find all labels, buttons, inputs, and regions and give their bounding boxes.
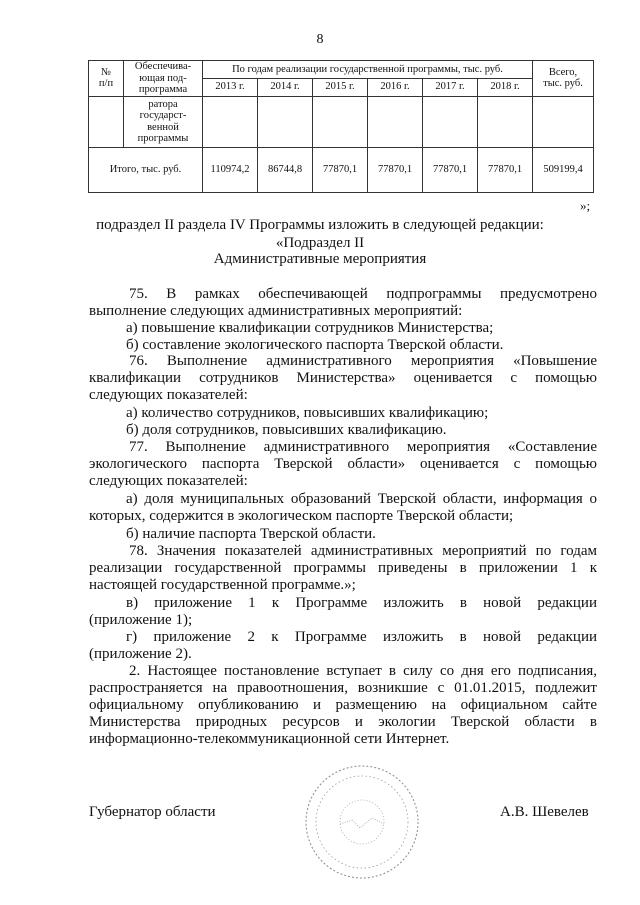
header-year: 2013 г. [203, 78, 258, 96]
item-v: в) приложение 1 к Программе изложить в новой редакции (приложение 1); [89, 595, 597, 628]
header-subprogram: Обеспечива- ющая под- программа [124, 61, 203, 97]
header-year: 2017 г. [423, 78, 478, 96]
intro-line: подраздел II раздела IV Программы изложить в следующей редакции: [96, 217, 544, 233]
item-g: г) приложение 2 к Программе изложить в новой редакции (приложение 2). [89, 629, 597, 662]
cell-value [258, 96, 313, 147]
header-year: 2014 г. [258, 78, 313, 96]
list-item: б) составление экологического паспорта Тверской области. [126, 337, 504, 353]
grand-total: 509199,4 [533, 147, 594, 192]
list-item: а) количество сотрудников, повысивших квалификацию; [126, 405, 489, 421]
signature-name: А.В. Шевелев [500, 804, 589, 820]
table-header-row [89, 61, 594, 79]
list-item: б) доля сотрудников, повысивших квалификацию. [126, 422, 447, 438]
header-years-group: По годам реализации государственной программы, тыс. руб. [203, 61, 533, 79]
paragraph-78: 78. Значения показателей административных мероприятий по годам реализации государственной программы приведены в приложении 1 к настоящей государственной программе.»; [89, 543, 597, 593]
header-year: 2018 г. [478, 78, 533, 96]
total-value: 110974,2 [203, 147, 258, 192]
header-total: Всего, тыс. руб. [533, 61, 594, 97]
header-num: № п/п [89, 61, 124, 97]
program-funding-table [88, 60, 594, 193]
list-item: б) наличие паспорта Тверской области. [126, 526, 376, 542]
cell-value [368, 96, 423, 147]
cell-value [203, 96, 258, 147]
header-year: 2016 г. [368, 78, 423, 96]
clause-2: 2. Настоящее постановление вступает в силу со дня его подписания, распространяется на правоотношения, возникшие с 01.01.2015, подлежит официальному опубликованию и размещению на официальном сайте Министерства природных ресурсов и экологии Тверской области в информационно-телекоммуникационной сети Интернет. [89, 663, 597, 747]
table-total-row [89, 147, 594, 192]
signature-position: Губернатор области [89, 804, 216, 820]
cell-num [89, 96, 124, 147]
paragraph-75: 75. В рамках обеспечивающей подпрограммы предусмотрено выполнение следующих административных мероприятий: [89, 286, 597, 319]
cell-total [533, 96, 594, 147]
paragraph-77-items: а) доля муниципальных образований Тверской области, информация о которых, содержится в экологическом паспорте Тверской области; [89, 491, 597, 524]
cell-value [313, 96, 368, 147]
total-value: 77870,1 [368, 147, 423, 192]
paragraph-77: 77. Выполнение административного мероприятия «Составление экологического паспорта Тверской области» оценивается с помощью следующих показателей: [89, 439, 597, 489]
cell-value [423, 96, 478, 147]
table-closing-quote: »; [580, 198, 591, 213]
list-item: а) повышение квалификации сотрудников Министерства; [126, 320, 494, 336]
total-value: 77870,1 [313, 147, 368, 192]
table-row [89, 96, 594, 147]
official-seal-stamp [302, 762, 422, 882]
subsection-subtitle: Административные мероприятия [213, 251, 427, 267]
cell-value [478, 96, 533, 147]
total-label: Итого, тыс. руб. [89, 147, 203, 192]
header-year: 2015 г. [313, 78, 368, 96]
page-number: 8 [316, 32, 324, 47]
paragraph-76: 76. Выполнение административного мероприятия «Повышение квалификации сотрудников Министерства» оценивается с помощью следующих показателей: [89, 353, 597, 403]
total-value: 77870,1 [478, 147, 533, 192]
total-value: 77870,1 [423, 147, 478, 192]
total-value: 86744,8 [258, 147, 313, 192]
cell-subprogram: ратора государст- венной программы [124, 96, 203, 147]
subsection-title: «Подраздел II [275, 235, 365, 251]
